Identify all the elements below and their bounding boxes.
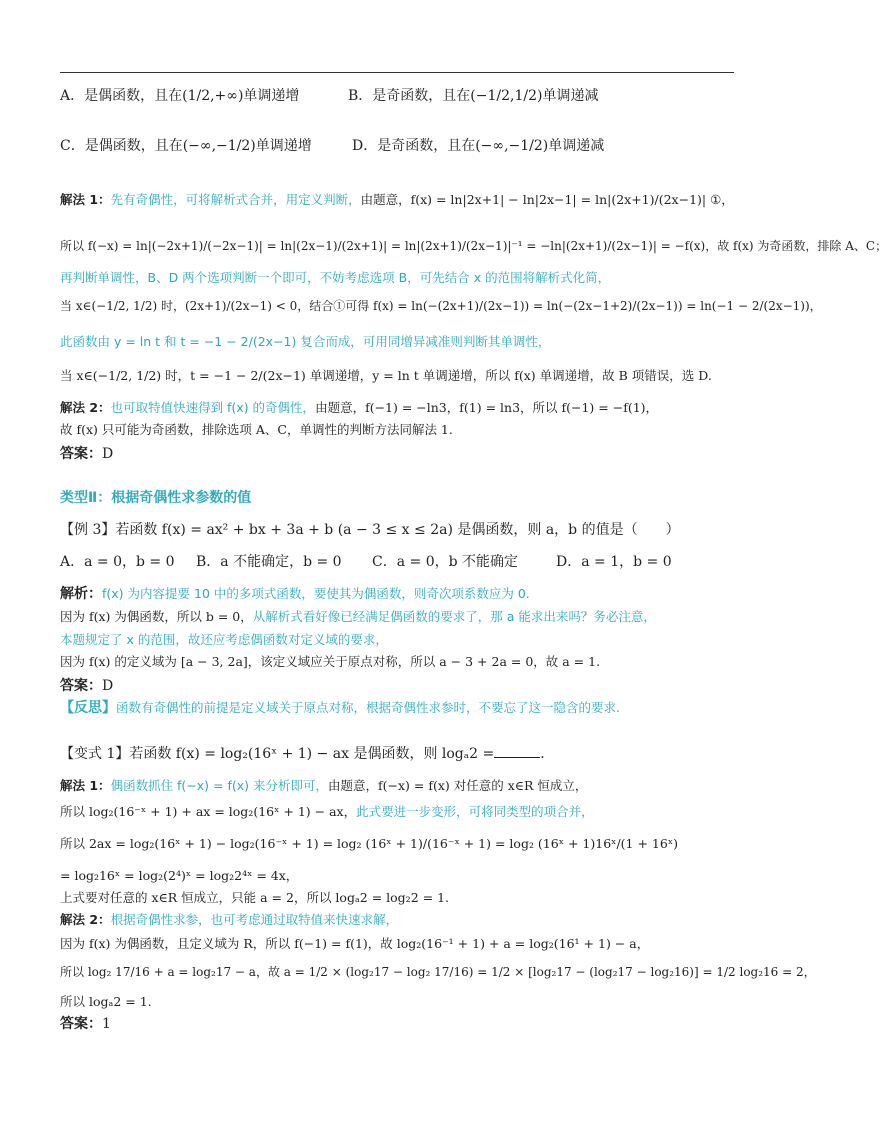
ex3-option-d: D．a = 1，b = 0	[556, 554, 672, 570]
answer-3: 答案：1	[60, 1016, 111, 1032]
var1-sol2-line3: 所以 log₂ 17/16 + a = log₂17 − a，故 a = 1/2 × (log₂17 − log₂ 17/16) = 1/2 × [log₂17 − (log₂17 − log₂16)] = 1/2 log₂16 = 2，	[60, 965, 816, 979]
answer-blank	[494, 745, 540, 758]
section-heading: 类型Ⅱ：根据奇偶性求参数的值	[60, 490, 252, 506]
sol2-line2: 故 f(x) 只可能为奇函数，排除选项 A、C，单调性的判断方法同解法 1.	[60, 422, 453, 437]
reflection: 【反思】函数有奇偶性的前提是定义域关于原点对称，根据奇偶性求参时，不要忘了这一隐含的要求.	[60, 700, 620, 716]
var1-sol1-line4: = log₂16ˣ = log₂(2⁴)ˣ = log₂2⁴ˣ = 4x，	[60, 868, 299, 883]
var1-stem: 【变式 1】若函数 f(x) = log₂(16ˣ + 1) − ax 是偶函数，则 logₐ2 = .	[60, 746, 545, 762]
answer-2: 答案：D	[60, 678, 114, 694]
sol1-label: 解法 1：	[60, 192, 111, 207]
ex3-analysis-2: 因为 f(x) 为偶函数，所以 b = 0，从解析式看好像已经满足偶函数的要求了，那 a 能求出来吗？务必注意，	[60, 609, 656, 624]
var1-sol1-line5: 上式要对任意的 x∈R 恒成立，只能 a = 2，所以 logₐ2 = log₂2 = 1.	[60, 890, 449, 905]
sol1-line3: 再判断单调性，B、D 两个选项判断一个即可，不妨考虑选项 B，可先结合 x 的范围将解析式化简，	[60, 270, 611, 285]
ex3-analysis-1: 解析：f(x) 为内容提要 10 中的多项式函数，要使其为偶函数，则奇次项系数应为 0.	[60, 586, 530, 602]
var1-sol2-line2: 因为 f(x) 为偶函数，且定义域为 R，所以 f(−1) = f(1)，故 log₂(16⁻¹ + 1) + a = log₂(16¹ + 1) − a，	[60, 936, 650, 951]
sol1-line1: 解法 1：先有奇偶性，可将解析式合并，用定义判断，由题意，f(x) = ln|2x+1| − ln|2x−1| = ln|(2x+1)/(2x−1)| ①，	[60, 192, 734, 207]
sol1-line2: 所以 f(−x) = ln|(−2x+1)/(−2x−1)| = ln|(2x−1)/(2x+1)| = ln|(2x+1)/(2x−1)|⁻¹ = −ln|(2x+1)/(2x−1)| = −f(x)，故 f(x) 为奇函数，排除 A、C；	[60, 239, 887, 253]
var1-sol1-line3: 所以 2ax = log₂(16ˣ + 1) − log₂(16⁻ˣ + 1) = log₂ (16ˣ + 1)/(16⁻ˣ + 1) = log₂ (16ˣ + 1)16ˣ/(1 + 16ˣ)	[60, 836, 679, 851]
top-rule	[60, 72, 734, 73]
var1-sol1-line2: 所以 log₂(16⁻ˣ + 1) + ax = log₂(16ˣ + 1) − ax，此式要进一步变形，可将同类型的项合并，	[60, 804, 594, 819]
sol2-line1: 解法 2：也可取特值快速得到 f(x) 的奇偶性，由题意，f(−1) = −ln3，f(1) = ln3，所以 f(−1) = −f(1)，	[60, 400, 659, 415]
var1-sol1-line1: 解法 1：偶函数抓住 f(−x) = f(x) 来分析即可，由题意，f(−x) = f(x) 对任意的 x∈R 恒成立，	[60, 778, 588, 793]
var1-sol2-line4: 所以 logₐ2 = 1.	[60, 994, 152, 1009]
var1-sol2-line1: 解法 2：根据奇偶性求参，也可考虑通过取特值来快速求解，	[60, 912, 399, 927]
ex3-analysis-3: 本题规定了 x 的范围，故还应考虑偶函数对定义域的要求，	[60, 632, 388, 647]
option-d: D．是奇函数，且在(−∞,−1/2)单调递减	[352, 138, 605, 154]
ex3-option-a: A．a = 0，b = 0	[60, 554, 175, 570]
option-c: C．是偶函数，且在(−∞,−1/2)单调递增	[60, 138, 312, 154]
ex3-stem: 【例 3】若函数 f(x) = ax² + bx + 3a + b (a − 3 ≤ x ≤ 2a) 是偶函数，则 a，b 的值是（ ）	[60, 522, 680, 538]
ex3-option-b: B．a 不能确定，b = 0	[196, 554, 342, 570]
sol1-line6: 当 x∈(−1/2, 1/2) 时，t = −1 − 2/(2x−1) 单调递增，y = ln t 单调递增，所以 f(x) 单调递增，故 B 项错误，选 D.	[60, 368, 712, 383]
ex3-analysis-4: 因为 f(x) 的定义域为 [a − 3, 2a]，该定义域应关于原点对称，所以 a − 3 + 2a = 0，故 a = 1.	[60, 654, 601, 669]
option-b: B．是奇函数，且在(−1/2,1/2)单调递减	[348, 88, 599, 104]
ex3-option-c: C．a = 0，b 不能确定	[372, 554, 519, 570]
option-a: A．是偶函数，且在(1/2,+∞)单调递增	[60, 88, 300, 104]
sol1-line4: 当 x∈(−1/2, 1/2) 时，(2x+1)/(2x−1) < 0，结合①可得 f(x) = ln(−(2x+1)/(2x−1)) = ln(−(2x−1+2)/(2x−1)) = ln(−1 − 2/(2x−1))，	[60, 299, 822, 313]
sol1-line5: 此函数由 y = ln t 和 t = −1 − 2/(2x−1) 复合而成，可用同增异减准则判断其单调性，	[60, 334, 551, 349]
answer-1: 答案：D	[60, 446, 114, 462]
